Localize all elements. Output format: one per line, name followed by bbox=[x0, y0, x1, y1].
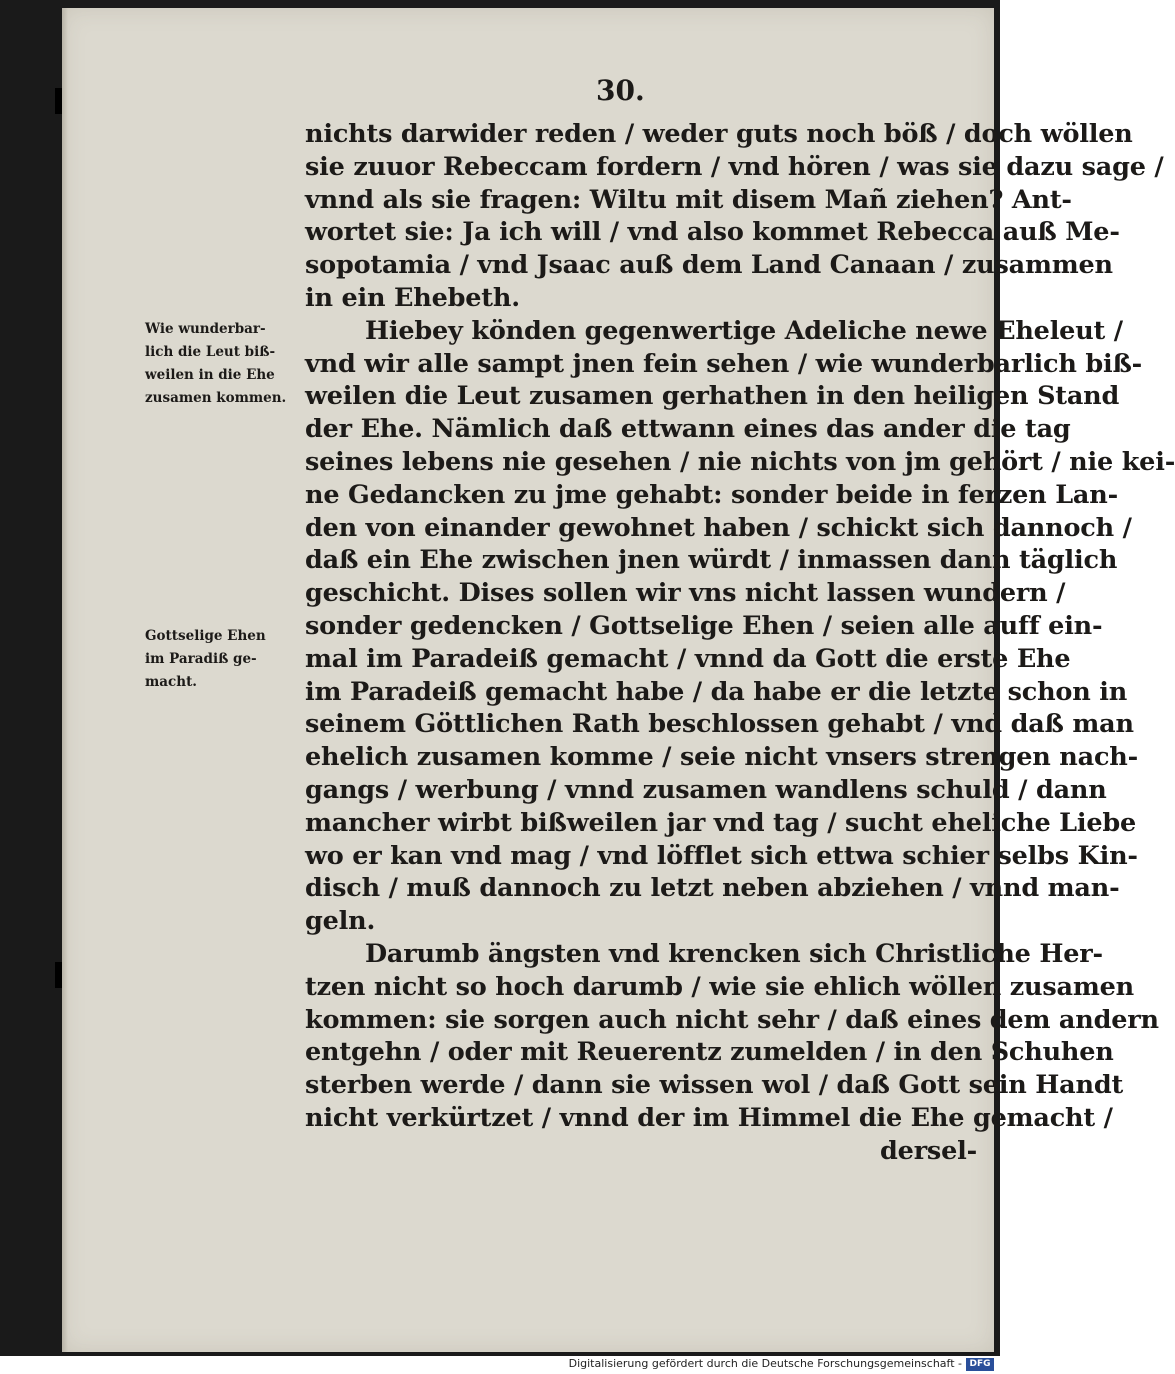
text-line: entgehn / oder mit Reuerentz zumelden / in den Schuhen bbox=[305, 1037, 1114, 1068]
text-line: nicht verkürtzet / vnnd der im Himmel die Ehe gemacht / bbox=[305, 1102, 1113, 1133]
text-line: Darumb ängsten vnd krencken sich Christliche Her- bbox=[365, 938, 1103, 969]
marginal-note-line: lich die Leut biß- bbox=[145, 344, 276, 360]
text-line: weilen die Leut zusamen gerhathen in den heiligen Stand bbox=[305, 381, 1120, 412]
text-line: mancher wirbt bißweilen jar vnd tag / sucht eheliche Liebe bbox=[305, 807, 1137, 838]
text-line: Hiebey könden gegenwertige Adeliche newe Eheleut / bbox=[365, 315, 1123, 346]
text-line: gangs / werbung / vnnd zusamen wandlens schuld / dann bbox=[305, 774, 1107, 805]
text-line: seines lebens nie gesehen / nie nichts von jm gehört / nie kei- bbox=[305, 446, 1175, 477]
text-line: wo er kan vnd mag / vnd löfflet sich ettwa schier selbs Kin- bbox=[305, 840, 1138, 871]
text-line: mal im Paradeiß gemacht / vnnd da Gott die erste Ehe bbox=[305, 643, 1071, 674]
text-line: seinem Göttlichen Rath beschlossen gehabt / vnd daß man bbox=[305, 709, 1134, 740]
marginal-note-line: Wie wunderbar- bbox=[145, 321, 266, 337]
text-line: sopotamia / vnd Jsaac auß dem Land Canaan / zusammen bbox=[305, 250, 1113, 281]
text-line: disch / muß dannoch zu letzt neben abziehen / vnnd man- bbox=[305, 873, 1120, 904]
text-line: den von einander gewohnet haben / schickt sich dannoch / bbox=[305, 512, 1132, 543]
text-line: ehelich zusamen komme / seie nicht vnsers strengen nach- bbox=[305, 742, 1139, 773]
body-text bbox=[305, 118, 1175, 1168]
marginal-note-wunderbar bbox=[145, 318, 310, 410]
marginal-note-line: Gottselige Ehen bbox=[145, 628, 266, 644]
text-line: vnd wir alle sampt jnen fein sehen / wie wunderbarlich biß- bbox=[305, 348, 1143, 379]
text-line: im Paradeiß gemacht habe / da habe er die letzte schon in bbox=[305, 676, 1128, 707]
text-line: sterben werde / dann sie wissen wol / daß Gott sein Handt bbox=[305, 1070, 1124, 1101]
text-line: in ein Ehebeth. bbox=[305, 282, 520, 313]
page-edge-shadow bbox=[62, 8, 68, 1352]
text-line: nichts darwider reden / weder guts noch böß / doch wöllen bbox=[305, 119, 1133, 149]
text-line: vnnd als sie fragen: Wiltu mit disem Mañ ziehen? Ant- bbox=[305, 184, 1072, 215]
marginal-note-line: zusamen kommen. bbox=[145, 390, 287, 406]
footer-credit: Digitalisierung gefördert durch die Deutsche Forschungsgemeinschaft - bbox=[568, 1357, 962, 1370]
text-line: dersel- bbox=[880, 1135, 977, 1166]
marginal-note-line: weilen in die Ehe bbox=[145, 367, 275, 383]
text-line: geschicht. Dises sollen wir vns nicht lassen wundern / bbox=[305, 578, 1066, 609]
text-line: der Ehe. Nämlich daß ettwann eines das ander die tag bbox=[305, 414, 1071, 445]
page-number: 30. bbox=[596, 74, 645, 107]
text-line: tzen nicht so hoch darumb / wie sie ehlich wöllen zusamen bbox=[305, 971, 1134, 1002]
marginal-note-gottselige-ehen bbox=[145, 625, 310, 694]
text-line: daß ein Ehe zwischen jnen würdt / inmassen dann täglich bbox=[305, 545, 1118, 576]
text-line: sie zuuor Rebeccam fordern / vnd hören / was sie dazu sage / bbox=[305, 151, 1164, 182]
text-line: wortet sie: Ja ich will / vnd also kommet Rebecca auß Me- bbox=[305, 217, 1120, 248]
marginal-note-line: im Paradiß ge- bbox=[145, 651, 257, 667]
text-line: ne Gedancken zu jme gehabt: sonder beide in ferzen Lan- bbox=[305, 479, 1118, 510]
marginal-note-line: macht. bbox=[145, 674, 198, 690]
text-line: geln. bbox=[305, 906, 376, 937]
footer-bar bbox=[0, 1356, 1000, 1374]
dfg-logo: DFG bbox=[966, 1358, 994, 1371]
text-line: sonder gedencken / Gottselige Ehen / seien alle auff ein- bbox=[305, 610, 1103, 641]
text-line: kommen: sie sorgen auch nicht sehr / daß eines dem andern bbox=[305, 1004, 1159, 1035]
